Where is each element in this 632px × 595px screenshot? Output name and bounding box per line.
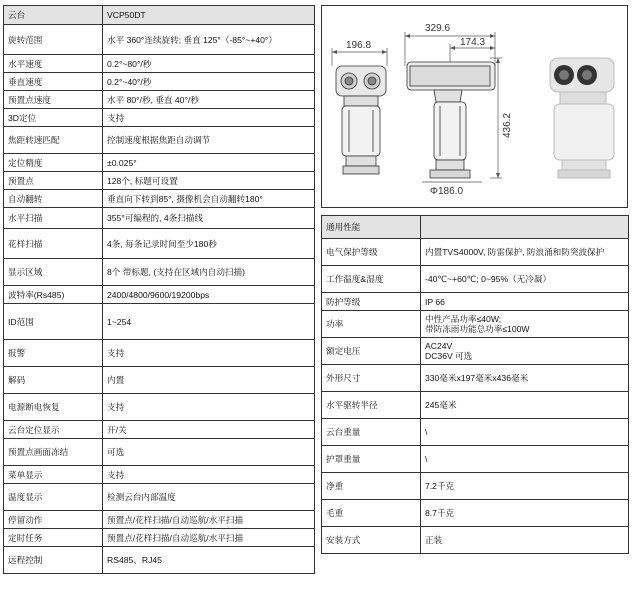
spec-row xyxy=(4,127,315,154)
spec-row xyxy=(4,394,315,421)
spec-value: VCP50DT xyxy=(103,6,315,25)
spec-row xyxy=(322,311,629,338)
spec-value: 控制速度根据焦距自动调节 xyxy=(103,127,315,154)
spec-key: 菜单显示 xyxy=(4,466,103,484)
spec-value: RS485、RJ45 xyxy=(103,547,315,574)
spec-value: IP 66 xyxy=(421,293,629,311)
spec-row xyxy=(4,439,315,466)
spec-value: 8个 带标题, (支持在区域内自动扫描) xyxy=(103,259,315,286)
spec-row xyxy=(322,239,629,266)
spec-key: 功率 xyxy=(322,311,421,338)
spec-value: ±0.025° xyxy=(103,154,315,172)
spec-value: 预置点/花样扫描/自动巡航/水平扫描 xyxy=(103,529,315,547)
spec-key: 预置点速度 xyxy=(4,91,103,109)
spec-value: 0.2°~80°/秒 xyxy=(103,55,315,73)
spec-row xyxy=(322,365,629,392)
spec-value: \ xyxy=(421,446,629,473)
dimension-drawing xyxy=(321,5,628,208)
spec-key: 云台 xyxy=(4,6,103,25)
spec-value-line: 带防冻雨功能总功率≤100W xyxy=(425,324,530,334)
spec-row xyxy=(322,473,629,500)
spec-row xyxy=(4,511,315,529)
spec-value: 7.2千克 xyxy=(421,473,629,500)
spec-value: 正装 xyxy=(421,527,629,554)
spec-row xyxy=(322,500,629,527)
spec-row xyxy=(322,392,629,419)
spec-value: 水平 80°/秒, 垂直 40°/秒 xyxy=(103,91,315,109)
spec-key: 远程控制 xyxy=(4,547,103,574)
dim-height: 436.2 xyxy=(502,112,513,138)
spec-key: 电源断电恢复 xyxy=(4,394,103,421)
spec-key: 预置点 xyxy=(4,172,103,190)
spec-row xyxy=(4,529,315,547)
spec-key: 垂直速度 xyxy=(4,73,103,91)
spec-value-line: 中性产品功率≤40W; xyxy=(425,314,502,324)
spec-value: 垂直向下转到85°, 摄像机会自动翻转180° xyxy=(103,190,315,208)
spec-row xyxy=(4,547,315,574)
spec-value: 内置TVS4000V, 防雷保护, 防浪涌和防突波保护 xyxy=(421,239,629,266)
spec-key: ID范围 xyxy=(4,304,103,340)
spec-value: 开/关 xyxy=(103,421,315,439)
spec-key: 定时任务 xyxy=(4,529,103,547)
spec-key: 旋转范围 xyxy=(4,25,103,55)
header-empty-cell xyxy=(421,216,629,239)
spec-key: 3D定位 xyxy=(4,109,103,127)
spec-key: 毛重 xyxy=(322,500,421,527)
spec-key: 云台定位显示 xyxy=(4,421,103,439)
spec-row xyxy=(4,172,315,190)
spec-row xyxy=(4,259,315,286)
spec-value: 检测云台内部温度 xyxy=(103,484,315,511)
spec-value: 2400/4800/9600/19200bps xyxy=(103,286,315,304)
spec-key: 水平速度 xyxy=(4,55,103,73)
spec-key: 报警 xyxy=(4,340,103,367)
spec-key: 安装方式 xyxy=(322,527,421,554)
spec-value: 支持 xyxy=(103,340,315,367)
spec-row xyxy=(4,109,315,127)
spec-key: 防护等级 xyxy=(322,293,421,311)
spec-key: 花样扫描 xyxy=(4,229,103,259)
spec-row xyxy=(4,286,315,304)
right-spec-table xyxy=(321,215,629,554)
spec-row xyxy=(322,446,629,473)
spec-row xyxy=(4,55,315,73)
spec-row xyxy=(322,419,629,446)
spec-value: \ xyxy=(421,419,629,446)
spec-key: 净重 xyxy=(322,473,421,500)
spec-key: 云台重量 xyxy=(322,419,421,446)
spec-value: 0.2°~40°/秒 xyxy=(103,73,315,91)
spec-key: 焦距转速匹配 xyxy=(4,127,103,154)
spec-key: 外形尺寸 xyxy=(322,365,421,392)
spec-value: 4条, 每条记录时间至少180秒 xyxy=(103,229,315,259)
spec-key: 解码 xyxy=(4,367,103,394)
dimension-drawing-svg xyxy=(322,6,629,209)
spec-row xyxy=(322,338,629,365)
spec-value: 支持 xyxy=(103,466,315,484)
spec-key: 工作温度&湿度 xyxy=(322,266,421,293)
left-spec-table xyxy=(3,5,315,574)
spec-row xyxy=(4,421,315,439)
spec-value: -40℃~+60℃; 0~95%（无冷凝） xyxy=(421,266,629,293)
camera-3d-render xyxy=(550,58,614,178)
spec-key: 电气保护等级 xyxy=(322,239,421,266)
spec-row xyxy=(4,484,315,511)
spec-value: 330毫米x197毫米x436毫米 xyxy=(421,365,629,392)
spec-row xyxy=(322,527,629,554)
spec-key: 水平驱转半径 xyxy=(322,392,421,419)
spec-value xyxy=(421,311,629,338)
spec-row xyxy=(4,208,315,229)
spec-value: 预置点/花样扫描/自动巡航/水平扫描 xyxy=(103,511,315,529)
dim-total-width: 329.6 xyxy=(425,23,451,34)
side-view-camera xyxy=(407,62,495,178)
spec-key: 护罩重量 xyxy=(322,446,421,473)
spec-value: 128个, 标题可设置 xyxy=(103,172,315,190)
spec-value-line: DC36V 可选 xyxy=(425,351,473,361)
spec-value: 8.7千克 xyxy=(421,500,629,527)
spec-key: 波特率(Rs485) xyxy=(4,286,103,304)
spec-row xyxy=(4,229,315,259)
spec-value: 支持 xyxy=(103,394,315,421)
spec-row xyxy=(4,25,315,55)
spec-value xyxy=(421,338,629,365)
spec-row xyxy=(4,73,315,91)
dim-left-width: 196.8 xyxy=(346,40,372,51)
general-performance-header-row xyxy=(322,216,629,239)
spec-value: 内置 xyxy=(103,367,315,394)
spec-row xyxy=(4,154,315,172)
dim-right-width: 174.3 xyxy=(460,37,486,48)
spec-value: 355°可编程的, 4条扫描线 xyxy=(103,208,315,229)
spec-key: 自动翻转 xyxy=(4,190,103,208)
spec-key: 显示区域 xyxy=(4,259,103,286)
spec-value: 支持 xyxy=(103,109,315,127)
spec-value: 可选 xyxy=(103,439,315,466)
spec-row xyxy=(322,293,629,311)
spec-value-line: AC24V xyxy=(425,341,453,351)
spec-key: 定位精度 xyxy=(4,154,103,172)
spec-value: 245毫米 xyxy=(421,392,629,419)
spec-row xyxy=(4,304,315,340)
spec-row xyxy=(4,340,315,367)
front-view-camera xyxy=(336,66,386,174)
spec-row xyxy=(4,466,315,484)
general-performance-header: 通用性能 xyxy=(322,216,421,239)
spec-key: 额定电压 xyxy=(322,338,421,365)
spec-value: 水平 360°连续旋转; 垂直 125°（-85°~+40°） xyxy=(103,25,315,55)
spec-row xyxy=(4,6,315,25)
spec-key: 预置点画面冻结 xyxy=(4,439,103,466)
spec-value: 1~254 xyxy=(103,304,315,340)
spec-row xyxy=(322,266,629,293)
spec-key: 水平扫描 xyxy=(4,208,103,229)
dim-base-diameter: Φ186.0 xyxy=(430,186,464,197)
spec-key: 停留动作 xyxy=(4,511,103,529)
spec-key: 温度显示 xyxy=(4,484,103,511)
spec-row xyxy=(4,367,315,394)
spec-row xyxy=(4,190,315,208)
spec-row xyxy=(4,91,315,109)
